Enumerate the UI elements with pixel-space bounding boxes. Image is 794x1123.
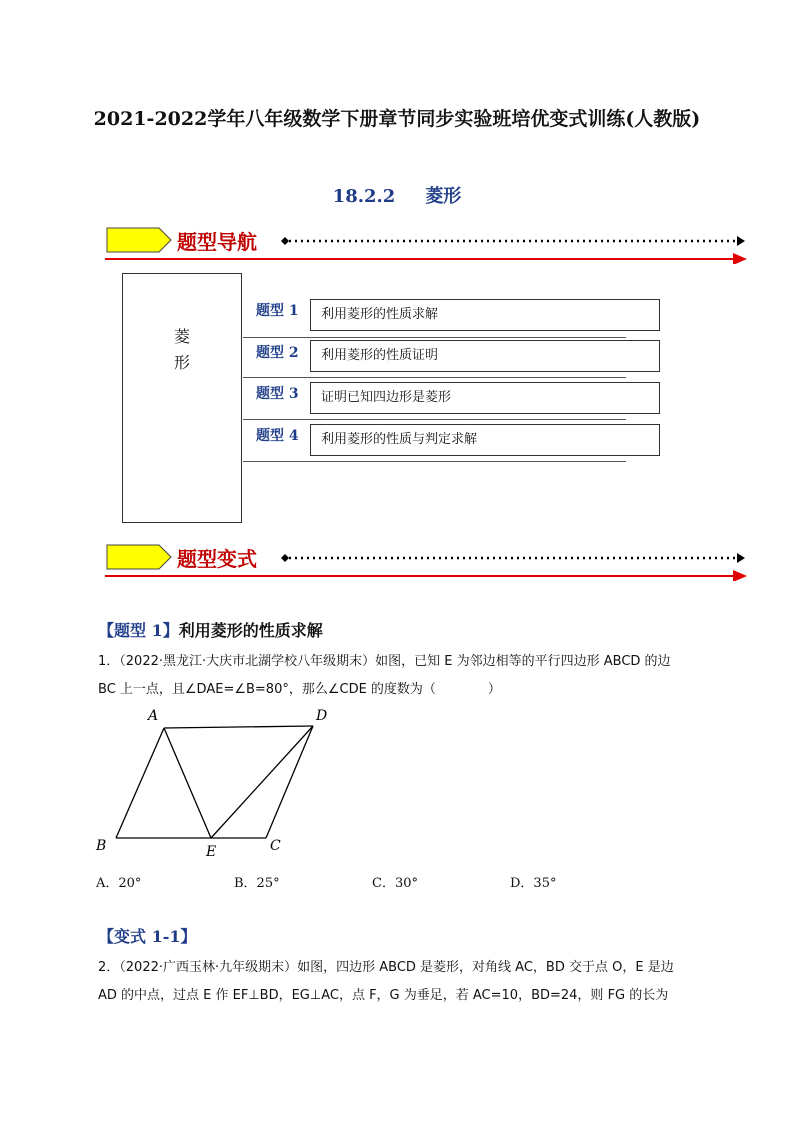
question-type-heading [98,618,323,641]
variant-heading: 【变式 1-1】 [98,927,197,946]
vertex-label-a: A [148,708,159,724]
section-subtitle [0,182,794,208]
type-1-label: 题型 1 [256,303,299,319]
type-3-label: 题型 3 [256,386,299,402]
question-1-line-1: 1．（2022·黑龙江·大庆市北湖学校八年级期末）如图，已知 E 为邻边相等的平行四边形 ABCD 的边 [98,654,671,669]
type-3-box: 证明已知四边形是菱形 [310,382,660,414]
question-type-text: 利用菱形的性质求解 [178,621,323,640]
connector-line [243,337,626,338]
variant-section-header [105,539,750,579]
option-d: D．35° [510,876,557,891]
type-2-box: 利用菱形的性质证明 [310,340,660,372]
vertex-label-d: D [316,708,328,724]
type-1-box: 利用菱形的性质求解 [310,299,660,331]
type-4-label: 题型 4 [256,428,299,444]
option-a: A．20° [96,876,142,891]
connector-line [243,377,626,378]
section-number: 18.2.2 [332,186,396,207]
type-4-box: 利用菱形的性质与判定求解 [310,424,660,456]
vertex-label-c: C [270,838,281,854]
connector-line [243,419,626,420]
vertex-label-b: B [96,838,107,854]
option-b: B．25° [234,876,280,891]
variant-header-label: 题型变式 [177,547,257,571]
parallelogram-figure [90,702,350,862]
section-name: 菱形 [425,186,462,207]
topic-char-1: 菱 [173,327,190,346]
document-title: 2021-2022学年八年级数学下册章节同步实验班培优变式训练(人教版) [93,108,701,130]
question-2-line-1: 2．（2022·广西玉林·九年级期末）如图，四边形 ABCD 是菱形，对角线 AC，BD 交于点 O，E 是边 [98,960,674,975]
segment-de [211,726,313,838]
nav-header-label: 题型导航 [177,230,257,254]
vertex-label-e: E [206,844,217,860]
topic-box [122,273,242,523]
segment-ae [164,728,211,838]
option-c: C．30° [372,876,418,891]
nav-section-header [105,222,750,262]
question-1-line-2: BC 上一点，且∠DAE=∠B=80°，那么∠CDE 的度数为（ ） [98,682,501,697]
connector-line [243,461,626,462]
type-2-label: 题型 2 [256,345,299,361]
edge-ad [164,726,313,728]
question-type-bracket: 【题型 1】 [98,621,179,640]
edge-dc [266,726,313,838]
edge-ab [116,728,164,838]
topic-char-2: 形 [173,353,190,372]
question-2-line-2: AD 的中点，过点 E 作 EF⊥BD，EG⊥AC，点 F，G 为垂足，若 AC=10，BD=24，则 FG 的长为 [98,988,669,1003]
